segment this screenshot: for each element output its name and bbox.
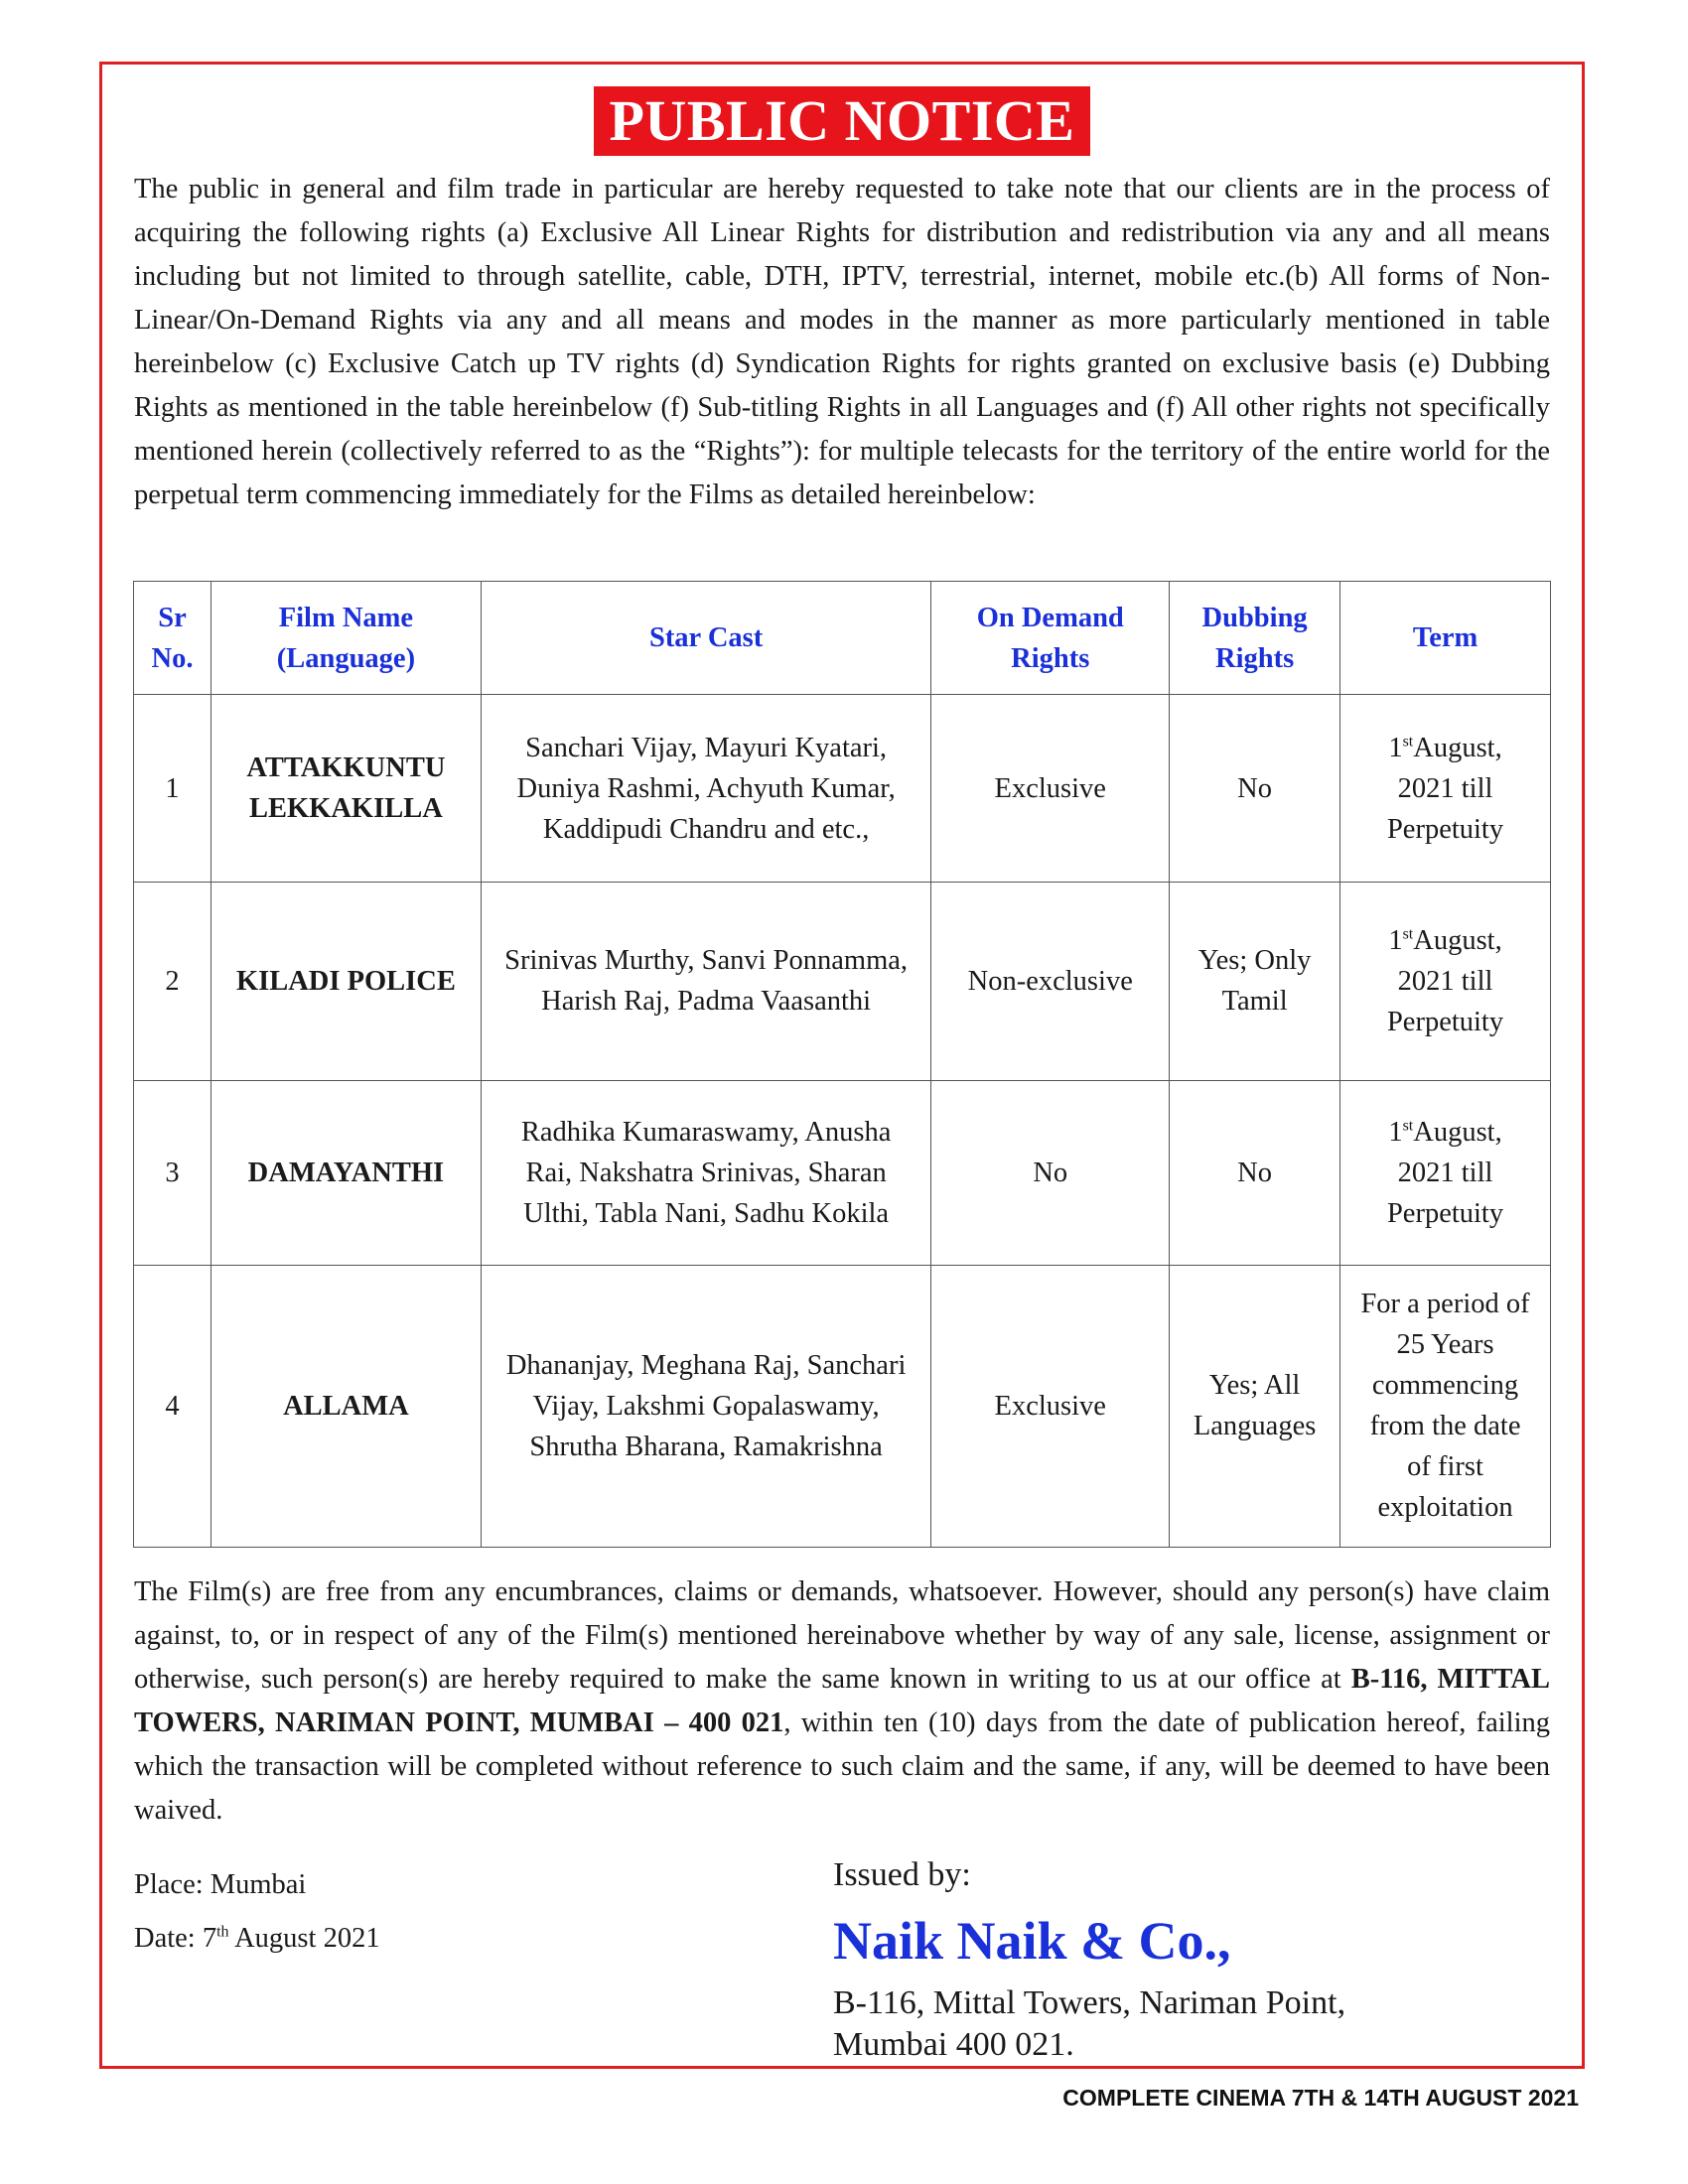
cell-sr: 3 — [134, 1080, 211, 1265]
title-wrap — [102, 86, 1582, 156]
cell-sr: 4 — [134, 1265, 211, 1547]
firm-name: Naik Naik & Co., — [833, 1911, 1231, 1971]
cell-on-demand: Non-exclusive — [931, 883, 1170, 1080]
cell-sr: 2 — [134, 883, 211, 1080]
cell-star-cast: Sanchari Vijay, Mayuri Kyatari, Duniya Rashmi, Achyuth Kumar, Kaddipudi Chandru and etc., — [481, 695, 931, 883]
cell-star-cast: Radhika Kumaraswamy, Anusha Rai, Nakshatra Srinivas, Sharan Ulthi, Tabla Nani, Sadhu Kokila — [481, 1080, 931, 1265]
table-row — [134, 1265, 1551, 1547]
cell-on-demand: No — [931, 1080, 1170, 1265]
intro-paragraph: The public in general and film trade in particular are hereby requested to take note that our clients are in the process of acquiring the following rights (a) Exclusive All Linear Rights for distribution and redistribution via any and all means including but not limited to through satellite, cable, DTH, IPTV, terrestrial, internet, mobile etc.(b) All forms of Non-Linear/On-Demand Rights via any and all means and modes in the manner as more particularly mentioned in table hereinbelow (c) Exclusive Catch up TV rights (d) Syndication Rights for rights granted on exclusive basis (e) Dubbing Rights as mentioned in the table hereinbelow (f) Sub-titling Rights in all Languages and (f) All other rights not specifically mentioned herein (collectively referred to as the “Rights”): for multiple telecasts for the territory of the entire world for the perpetual term commencing immediately for the Films as detailed hereinbelow: — [134, 174, 1550, 510]
cell-film-name: DAMAYANTHI — [211, 1080, 481, 1265]
cell-term: 1stAugust, 2021 till Perpetuity — [1340, 1080, 1551, 1265]
header-dubbing: Dubbing Rights — [1170, 582, 1340, 695]
place-line: Place: Mumbai — [134, 1869, 307, 1900]
cell-term: 1stAugust, 2021 till Perpetuity — [1340, 695, 1551, 883]
table-row — [134, 1080, 1551, 1265]
cell-sr: 1 — [134, 695, 211, 883]
table-row — [134, 883, 1551, 1080]
edition-footer: COMPLETE CINEMA 7TH & 14TH AUGUST 2021 — [1062, 2085, 1579, 2111]
table-row — [134, 695, 1551, 883]
cell-on-demand: Exclusive — [931, 695, 1170, 883]
office-address-bold: B-116, MITTAL TOWERS, NARIMAN POINT, MUMBAI – 400 021 — [134, 1664, 1550, 1738]
header-on-demand: On Demand Rights — [931, 582, 1170, 695]
header-film-name: Film Name (Language) — [211, 582, 481, 695]
films-table — [133, 581, 1551, 1548]
cell-term: For a period of 25 Years commencing from the date of first exploitation — [1340, 1265, 1551, 1547]
header-star-cast: Star Cast — [481, 582, 931, 695]
closing-paragraph: The Film(s) are free from any encumbrances, claims or demands, whatsoever. However, should any person(s) have claim against, to, or in respect of any of the Film(s) mentioned hereinabove whether by way of any sale, license, assignment or otherwise, such person(s) are hereby required to make the same known in writing to us at our office at B-116, MITTAL TOWERS, NARIMAN POINT, MUMBAI – 400 021, within ten (10) days from the date of publication hereof, failing which the transaction will be completed without reference to such claim and the same, if any, will be deemed to have been waived. — [134, 1576, 1550, 1826]
cell-star-cast: Dhananjay, Meghana Raj, Sanchari Vijay, Lakshmi Gopalaswamy, Shrutha Bharana, Ramakrishna — [481, 1265, 931, 1547]
table-header-row — [134, 582, 1551, 695]
cell-dubbing: No — [1170, 1080, 1340, 1265]
cell-on-demand: Exclusive — [931, 1265, 1170, 1547]
date-line: Date: 7th August 2021 — [134, 1923, 380, 1954]
cell-star-cast: Srinivas Murthy, Sanvi Ponnamma, Harish Raj, Padma Vaasanthi — [481, 883, 931, 1080]
cell-term: 1stAugust, 2021 till Perpetuity — [1340, 883, 1551, 1080]
issued-by-label: Issued by: — [833, 1856, 971, 1893]
cell-dubbing: No — [1170, 695, 1340, 883]
header-sr: Sr No. — [134, 582, 211, 695]
cell-dubbing: Yes; Only Tamil — [1170, 883, 1340, 1080]
cell-film-name: KILADI POLICE — [211, 883, 481, 1080]
header-term: Term — [1340, 582, 1551, 695]
firm-address: B-116, Mittal Towers, Nariman Point, Mumbai 400 021. — [833, 1984, 1346, 2063]
cell-film-name: ALLAMA — [211, 1265, 481, 1547]
cell-film-name: ATTAKKUNTU LEKKAKILLA — [211, 695, 481, 883]
notice-frame — [99, 62, 1585, 2069]
cell-dubbing: Yes; All Languages — [1170, 1265, 1340, 1547]
notice-title: PUBLIC NOTICE — [594, 86, 1091, 156]
